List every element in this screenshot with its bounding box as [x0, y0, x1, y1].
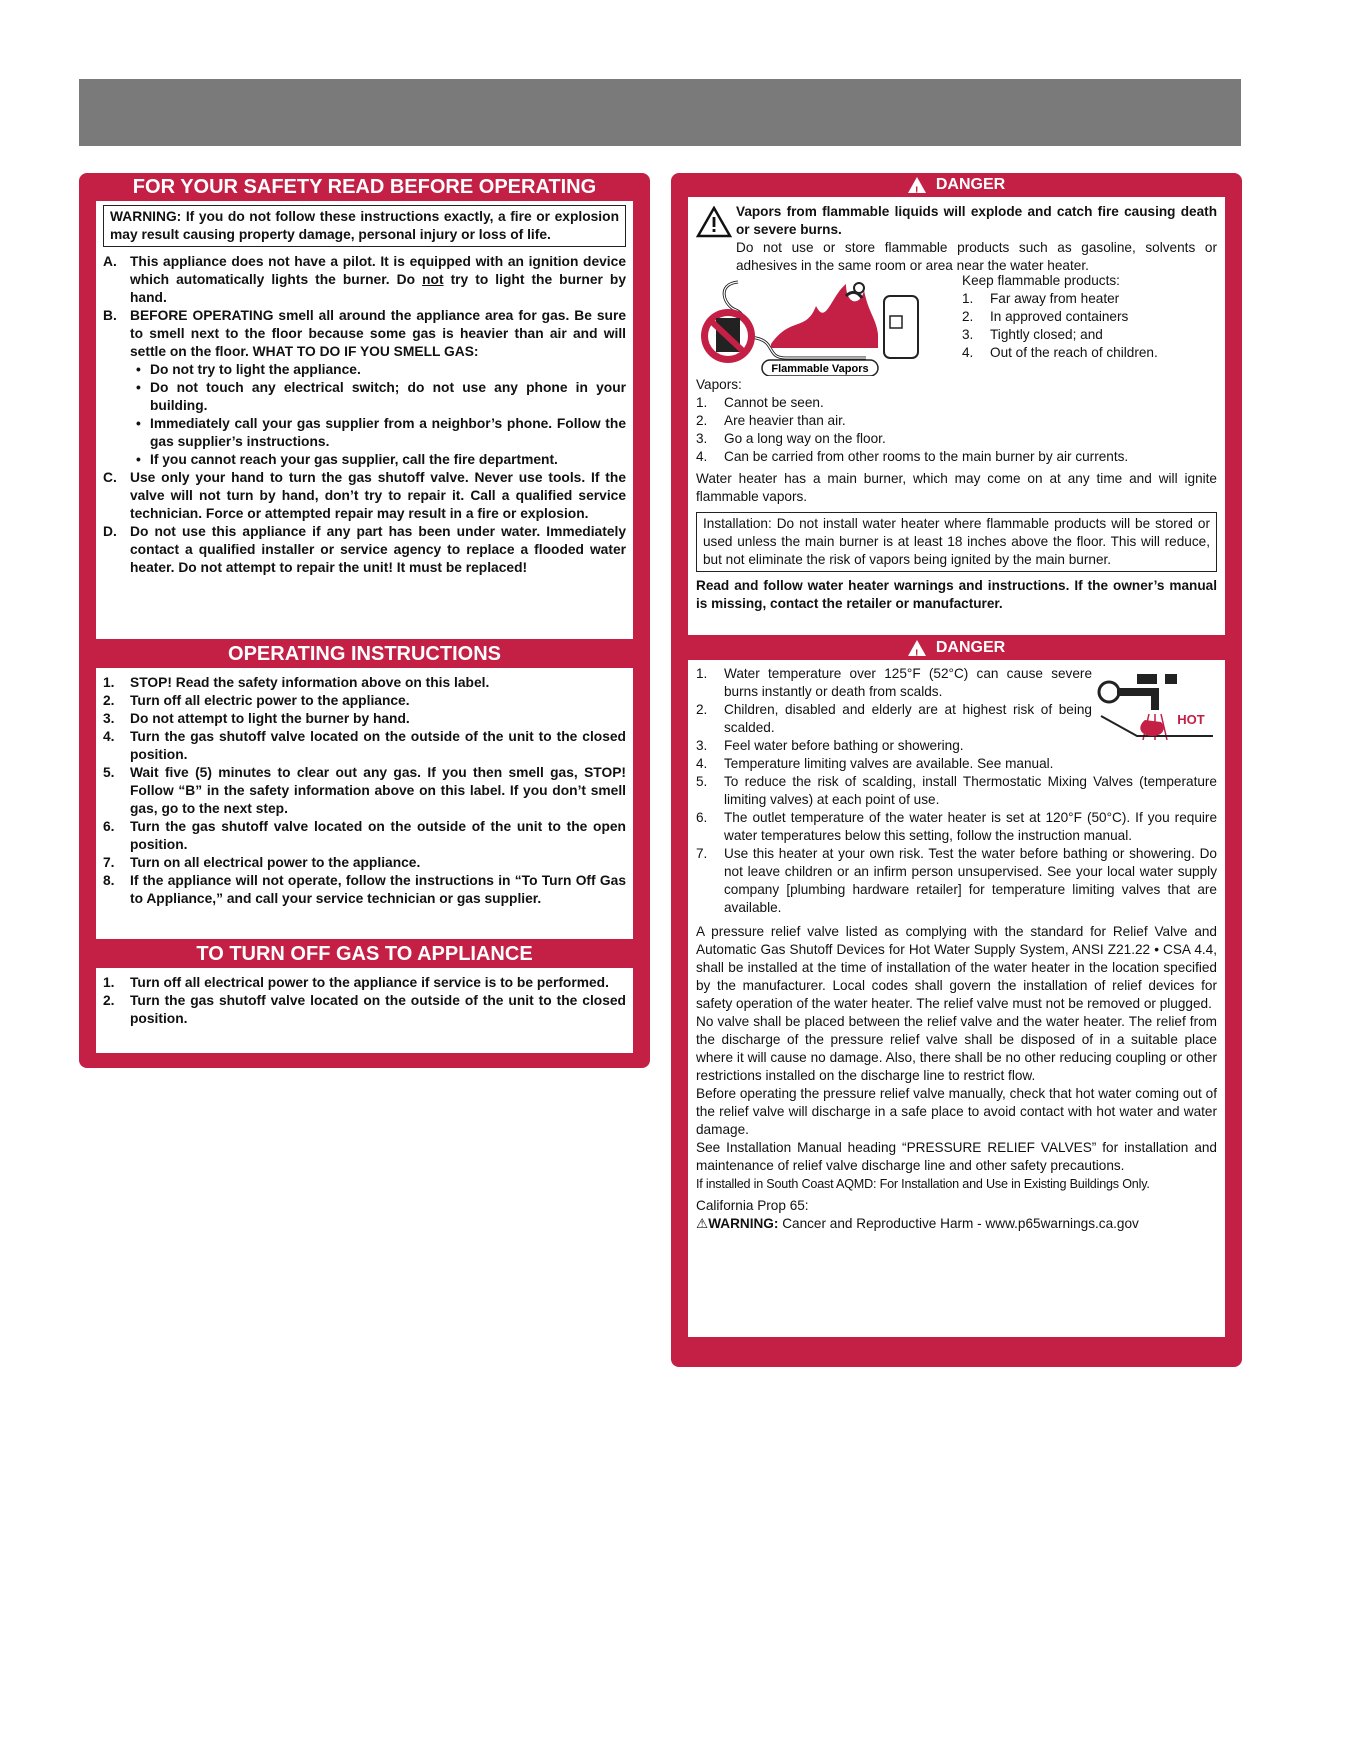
- keep-item: 1. Far away from heater: [962, 291, 1120, 306]
- danger-heading-1: ! DANGER: [671, 173, 1242, 197]
- danger-item: 1. Water temperature over 125°F (52°C) can cause severe burns instantly or death from scalds.: [696, 666, 1092, 699]
- danger-item: 6. The outlet temperature of the water heater is set at 120°F (50°C). If you require water temperatures below this setting, follow the instruction manual.: [696, 810, 1217, 843]
- bullet-item: • Do not touch any electrical switch; do not use any phone in your building.: [136, 380, 626, 413]
- safety-label-panel: [79, 173, 650, 1068]
- danger-item: 2. Children, disabled and elderly are at highest risk of being scalded.: [696, 702, 1092, 735]
- installation-box: Installation: Do not install water heater where flammable products will be stored or used unless the main burner is at least 18 inches above the floor. This will reduce, but not eliminate the risk of vapors being ignited by the main burner.: [696, 512, 1217, 572]
- vapors-item: 2. Are heavier than air.: [696, 413, 846, 428]
- turnoff-heading: TO TURN OFF GAS TO APPLIANCE: [196, 943, 533, 965]
- relief-valve-text: Before operating the pressure relief valve manually, check that hot water coming out of the relief valve will discharge in a safe place to avoid contact with hot water and water damage.: [696, 1086, 1217, 1137]
- danger-item: 5. To reduce the risk of scalding, install Thermostatic Mixing Valves (temperature limiting valves) at each point of use.: [696, 774, 1217, 807]
- danger-heading-2: ! DANGER: [671, 636, 1242, 660]
- danger-label-panel: [671, 173, 1242, 1367]
- keep-item: 4. Out of the reach of children.: [962, 345, 1158, 360]
- vapors-heading: Vapors:: [696, 377, 742, 392]
- keep-item: 2. In approved containers: [962, 309, 1129, 324]
- warning-triangle-icon: [908, 177, 926, 193]
- warning-triangle-icon: [696, 206, 732, 238]
- danger-item: 4. Temperature limiting valves are available. See manual.: [696, 756, 1054, 771]
- keep-heading: Keep flammable products:: [962, 273, 1120, 288]
- warning-box: WARNING: If you do not follow these instructions exactly, a fire or explosion may result causing property damage, personal injury or loss of life.: [103, 205, 626, 247]
- danger-item: 7. Use this heater at your own risk. Test the water before bathing or showering. Do not leave children or an infirm person unsupervised. See your local water supply company [plumbing hardware retailer] for temperature limiting valves that are available.: [696, 846, 1217, 915]
- safety-heading: FOR YOUR SAFETY READ BEFORE OPERATING: [132, 176, 597, 198]
- hot-water-faucet-icon: [1097, 670, 1217, 740]
- vapors-item: 4. Can be carried from other rooms to the main burner by air currents.: [696, 449, 1129, 464]
- operating-item: 2. Turn off all electric power to the appliance.: [103, 693, 410, 708]
- vapors-warning: Vapors from flammable liquids will explode and catch fire causing death or severe burns. Do not use or store flammable products such as gasoline, solvents or adhesives in the same room or area near the water heater.: [696, 203, 1217, 275]
- vapors-item: 1. Cannot be seen.: [696, 395, 824, 410]
- safety-box: [96, 201, 633, 639]
- operating-item: 5. Wait five (5) minutes to clear out any gas. If you then smell gas, STOP! Follow “B” in the safety information above on this label. If you don’t smell gas, go to the next step.: [103, 765, 626, 816]
- prop65-heading: California Prop 65:: [696, 1198, 809, 1213]
- turnoff-box: [96, 968, 633, 1053]
- operating-box: [96, 668, 633, 939]
- relief-valve-text: A pressure relief valve listed as complying with the standard for Relief Valve and Automatic Gas Shutoff Devices for Hot Water Supply System, ANSI Z21.22 • CSA 4.4, shall be installed at the time of installation of the water heater in the location specified by the manufacturer. Local codes shall govern the installation of relief devices for safety operation of the water heater. The relief valve must not be removed or plugged.: [696, 924, 1217, 1011]
- safety-item-b: B. BEFORE OPERATING smell all around the appliance area for gas. Be sure to smell next to the floor because some gas is heavier than air and will settle on the floor. WHAT TO DO IF YOU SMELL GAS: • Do not try to light the appliance. • Do not touch any electrical switch; do not use any phone in your building. • Immediately call your gas supplier from a neighbor’s phone. Follow the gas supplier’s instructions. • If you cannot reach your gas supplier, call the fire department.: [103, 308, 626, 467]
- warning-triangle-icon: ⚠: [696, 1216, 709, 1231]
- operating-item: 3. Do not attempt to light the burner by hand.: [103, 711, 410, 726]
- operating-heading: OPERATING INSTRUCTIONS: [228, 643, 501, 665]
- danger-item: 3. Feel water before bathing or showering.: [696, 738, 964, 753]
- operating-item: 8. If the appliance will not operate, follow the instructions in “To Turn Off Gas to Appliance,” and call your service technician or gas supplier.: [103, 873, 626, 906]
- warning-triangle-icon: [908, 640, 926, 656]
- turnoff-item: 2. Turn the gas shutoff valve located on the outside of the unit to the closed position.: [103, 993, 626, 1026]
- aqmd-text: If installed in South Coast AQMD: For Installation and Use in Existing Buildings Only.: [696, 1177, 1150, 1191]
- read-follow-text: Read and follow water heater warnings and instructions. If the owner’s manual is missing, contact the retailer or manufacturer.: [696, 578, 1217, 611]
- bullet-item: • If you cannot reach your gas supplier, call the fire department.: [136, 452, 558, 467]
- safety-item-c: C. Use only your hand to turn the gas shutoff valve. Never use tools. If the valve will not turn by hand, don’t try to repair it. Call a qualified service technician. Force or attempted repair may result in a fire or explosion.: [103, 470, 626, 521]
- flammable-vapors-illustration: [696, 276, 966, 376]
- illustration-label: Flammable Vapors: [771, 363, 869, 375]
- main-burner-text: Water heater has a main burner, which may come on at any time and will ignite flammable vapors.: [696, 471, 1217, 504]
- relief-valve-text: No valve shall be placed between the relief valve and the water heater. The relief from the discharge of the pressure relief valve shall be disposed of in a suitable place where it will cause no damage. Also, there shall be no other reducing coupling or other restrictions installed on the discharge line to restrict flow.: [696, 1014, 1217, 1083]
- turnoff-item: 1. Turn off all electrical power to the appliance if service is to be performed.: [103, 975, 609, 990]
- keep-item: 3. Tightly closed; and: [962, 327, 1103, 342]
- operating-item: 1. STOP! Read the safety information above on this label.: [103, 675, 490, 690]
- prop65-warning: ⚠WARNING: Cancer and Reproductive Harm - www.p65warnings.ca.gov: [696, 1216, 1139, 1231]
- bullet-item: • Immediately call your gas supplier from a neighbor’s phone. Follow the gas supplier’s instructions.: [136, 416, 626, 449]
- header-bar: [79, 79, 1241, 146]
- hot-label: HOT: [1177, 712, 1205, 727]
- operating-item: 4. Turn the gas shutoff valve located on the outside of the unit to the closed position.: [103, 729, 626, 762]
- relief-valve-text: See Installation Manual heading “PRESSURE RELIEF VALVES” for installation and maintenance of relief valve discharge line and other safety precautions.: [696, 1140, 1217, 1173]
- operating-item: 7. Turn on all electrical power to the appliance.: [103, 855, 421, 870]
- safety-item-d: D. Do not use this appliance if any part has been under water. Immediately contact a qualified installer or service agency to replace a flooded water heater. Do not attempt to repair the unit! It must be replaced!: [103, 524, 626, 575]
- danger-box-2: [688, 660, 1225, 1337]
- danger-box-1: [688, 197, 1225, 635]
- vapors-item: 3. Go a long way on the floor.: [696, 431, 886, 446]
- bullet-item: • Do not try to light the appliance.: [136, 362, 361, 377]
- safety-item-a: A. This appliance does not have a pilot. It is equipped with an ignition device which automatically lights the burner. Do not try to light the burner by hand.: [103, 254, 626, 305]
- operating-item: 6. Turn the gas shutoff valve located on the outside of the unit to the open position.: [103, 819, 626, 852]
